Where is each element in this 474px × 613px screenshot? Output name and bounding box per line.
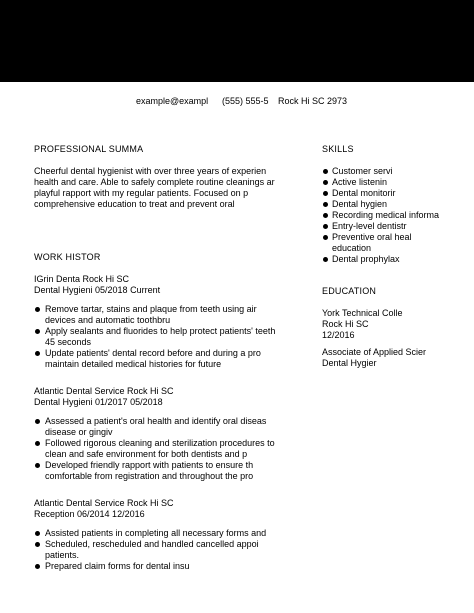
bullet-line: Followed rigorous cleaning and sterilization procedures to [45,438,275,448]
skill-label: education [332,243,372,253]
bullet-line: patients. [45,550,80,560]
header-band [0,0,474,82]
education-date: 12/2016 [322,330,355,340]
skill-label: Entry-level dentistr [332,221,407,231]
bullet-line: clean and safe environment for both dentists and p [45,449,248,459]
bullet-line: maintain detailed medical histories for future [45,359,222,369]
skills-section [322,166,452,265]
education-section [322,308,452,369]
job-bullets [34,528,290,572]
job-bullet [34,326,290,348]
job-entry [34,386,290,482]
bullet-line: disease or gingiv [45,427,113,437]
job-bullets [34,304,290,370]
summary-text [34,166,290,212]
skill-item [322,199,452,210]
skill-item [322,188,452,199]
job-bullet [34,528,290,539]
bullet-line: Scheduled, rescheduled and handled cancelled appoi [45,539,259,549]
skill-label: Preventive oral heal [332,232,412,242]
skill-item [322,232,452,254]
job-role-dates: Dental Hygieni 05/2018 Current [34,285,161,295]
skills-heading: SKILLS [322,144,354,154]
skill-label: Dental hygien [332,199,388,209]
job-bullet [34,539,290,561]
job-company: Atlantic Dental Service Rock Hi SC [34,386,174,396]
job-bullet [34,460,290,482]
summary-line: comprehensive education to treat and prevent oral [34,199,235,209]
bullet-line: Remove tartar, stains and plaque from teeth using air [45,304,257,314]
right-column [322,144,452,369]
skill-label: Active listenin [332,177,388,187]
education-degree: Associate of Applied Scier [322,347,427,357]
skill-item [322,177,452,188]
skill-label: Customer servi [332,166,393,176]
job-entry [34,498,290,572]
summary-line: Cheerful dental hygienist with over three years of experien [34,166,267,176]
left-column [34,144,290,572]
bullet-line: Assessed a patient's oral health and identify oral diseas [45,416,267,426]
job-bullet [34,438,290,460]
job-company: Atlantic Dental Service Rock Hi SC [34,498,174,508]
job-bullet [34,304,290,326]
bullet-line: Assisted patients in completing all necessary forms and [45,528,267,538]
contact-phone: (555) 555-5 [222,96,269,106]
education-heading: EDUCATION [322,286,377,296]
contact-email: example@exampl [136,96,209,106]
summary-line: health and care. Able to safely complete routine cleanings ar [34,177,275,187]
summary-heading: PROFESSIONAL SUMMA [34,144,144,154]
summary-line: playful rapport with my regular patients. Focused on p [34,188,249,198]
skill-item [322,166,452,177]
contact-location: Rock Hi SC 2973 [278,96,348,106]
job-bullets [34,416,290,482]
bullet-line: devices and automatic toothbru [45,315,171,325]
bullet-line: Developed friendly rapport with patients to ensure th [45,460,254,470]
job-bullet [34,348,290,370]
bullet-line: 45 seconds [45,337,92,347]
job-company: IGrin Denta Rock Hi SC [34,274,130,284]
job-bullet [34,416,290,438]
skills-list [322,166,452,265]
job-role-dates: Dental Hygieni 01/2017 05/2018 [34,397,163,407]
job-entry [34,274,290,370]
job-role-dates: Reception 06/2014 12/2016 [34,509,145,519]
bullet-line: comfortable from registration and throughout the pro [45,471,254,481]
job-bullet [34,561,290,572]
skill-item [322,254,452,265]
skill-label: Dental monitorir [332,188,396,198]
skill-label: Dental prophylax [332,254,400,264]
bullet-line: Prepared claim forms for dental insu [45,561,190,571]
bullet-line: Update patients' dental record before and during a pro [45,348,261,358]
education-school: York Technical Colle [322,308,403,318]
skill-label: Recording medical informa [332,210,440,220]
education-field: Dental Hygier [322,358,377,368]
skill-item [322,210,452,221]
work-history-heading: WORK HISTOR [34,252,101,262]
education-location: Rock Hi SC [322,319,369,329]
skill-item [322,221,452,232]
bullet-line: Apply sealants and fluorides to help protect patients' teeth [45,326,276,336]
